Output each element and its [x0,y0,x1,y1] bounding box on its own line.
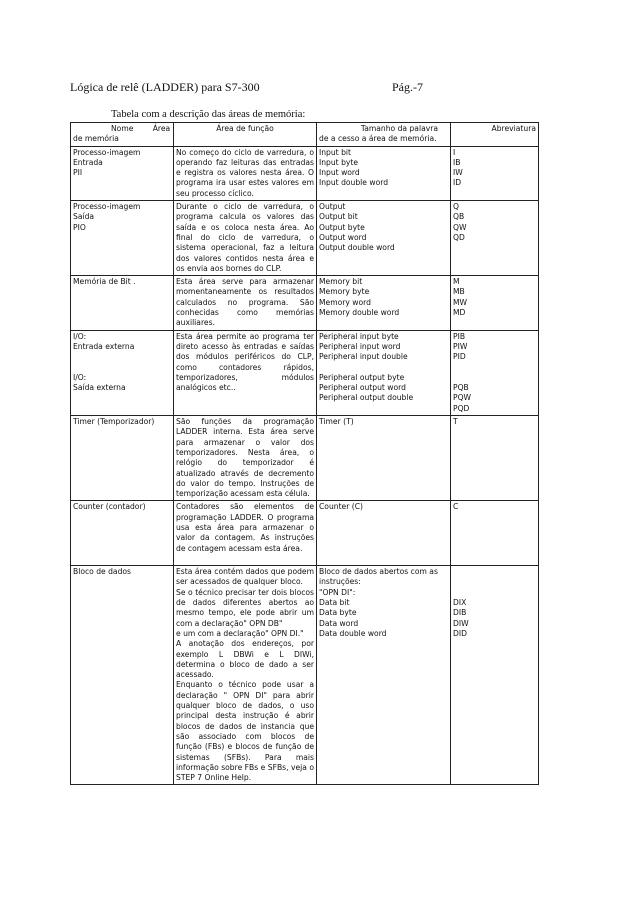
cell-function: Esta área serve para armazenar momentaneamente os resultados calculados no programa. São conhecidas como memórias auxiliares. [174,276,317,330]
cell-size: Timer (T) [317,416,451,501]
cell-abbreviation: M MB MW MD [451,276,539,330]
table-header-row [71,123,539,147]
cell-name: Timer (Temporizador) [71,416,174,501]
cell-abbreviation: PIB PIW PID PQB PQW PQD [451,330,539,415]
cell-function: Esta área permite ao programa ter direto acesso às entradas e saídas dos módulos periféricos do CLP, como contadores rápidos, temporizadores, módulos analógicos etc.. [174,330,317,415]
cell-size: Peripheral input byte Peripheral input word Peripheral input double Peripheral output byte Peripheral output word Peripheral output double [317,330,451,415]
cell-size: Input bit Input byte Input word Input double word [317,146,451,200]
cell-function: Contadores são elementos de programação LADDER. O programa usa esta área para armazenar o valor da contagem. As instruções de contagem acessam esta área. [174,501,317,566]
header-size: Tamanho da palavra de a cesso a área de memória. [317,123,451,147]
cell-function: No começo do ciclo de varredura, o operando faz leituras das entradas e registra os valores nesta área. O programa ira usar estes valores em seu processo cíclico. [174,146,317,200]
page-header [70,80,570,96]
table-row [71,201,539,276]
cell-function: São funções da programação LADDER interna. Esta área serve para armazenar o valor dos temporizadores. Nesta área, o relógio do temporizador é atualizado através de decremento do valor do tempo. Instruções de temporização acessam esta célula. [174,416,317,501]
cell-size: Counter (C) [317,501,451,566]
cell-abbreviation: C [451,501,539,566]
cell-name: Bloco de dados [71,566,174,785]
cell-size: Memory bit Memory byte Memory word Memory double word [317,276,451,330]
cell-function: Esta área contém dados que podem ser acessados de qualquer bloco. Se o técnico precisar ter dois blocos de dados diferentes abertos ao mesmo tempo, ele pode abrir um com a declaração" OPN DB" e um com a declaração" OPN DI." A anotação dos endereços, por exemplo L DBWi e L DIWi, determina o bloco de dado a ser acessado. Enquanto o técnico pode usar a declaração " OPN DI" para abrir qualquer bloco de dados, o uso principal desta instrução é abrir blocos de dados de instancia que são associado com blocos de função (FBs) e blocos de função de sistemas (SFBs). Para mais informação sobre FBs e SFBs, veja o STEP 7 Online Help. [174,566,317,785]
cell-name: Memória de Bit . [71,276,174,330]
cell-abbreviation: Q QB QW QD [451,201,539,276]
table-row [71,276,539,330]
cell-name: Counter (contador) [71,501,174,566]
document-title: Lógica de relê (LADDER) para S7-300 [70,80,260,94]
cell-abbreviation: T [451,416,539,501]
table-row [71,566,539,785]
cell-name: I/O: Entrada externa I/O: Saída externa [71,330,174,415]
cell-name: Processo-imagem Entrada PII [71,146,174,200]
cell-function: Durante o ciclo de varredura, o programa calcula os valores das saída e os coloca nesta área. Ao final do ciclo de varredura, o sistema operacional, faz a leitura dos valores contidos nesta área e os envia aos bornes do CLP. [174,201,317,276]
table-row [71,501,539,566]
header-abbreviation: Abreviatura [451,123,539,147]
cell-size: Output Output bit Output byte Output word Output double word [317,201,451,276]
page-number: Pág.-7 [392,80,423,94]
table-row [71,330,539,415]
header-function: Área de função [174,123,317,147]
cell-abbreviation: DIX DIB DIW DID [451,566,539,785]
cell-abbreviation: I IB IW ID [451,146,539,200]
cell-name: Processo-imagem Saída PIO [71,201,174,276]
header-memory-area: Nome Área de memória [71,123,174,147]
memory-areas-table [70,122,539,785]
table-row [71,146,539,200]
table-row [71,416,539,501]
cell-size: Bloco de dados abertos com as instruções: "OPN DI": Data bit Data byte Data word Data double word [317,566,451,785]
table-caption: Tabela com a descrição das áreas de memória: [111,109,306,120]
